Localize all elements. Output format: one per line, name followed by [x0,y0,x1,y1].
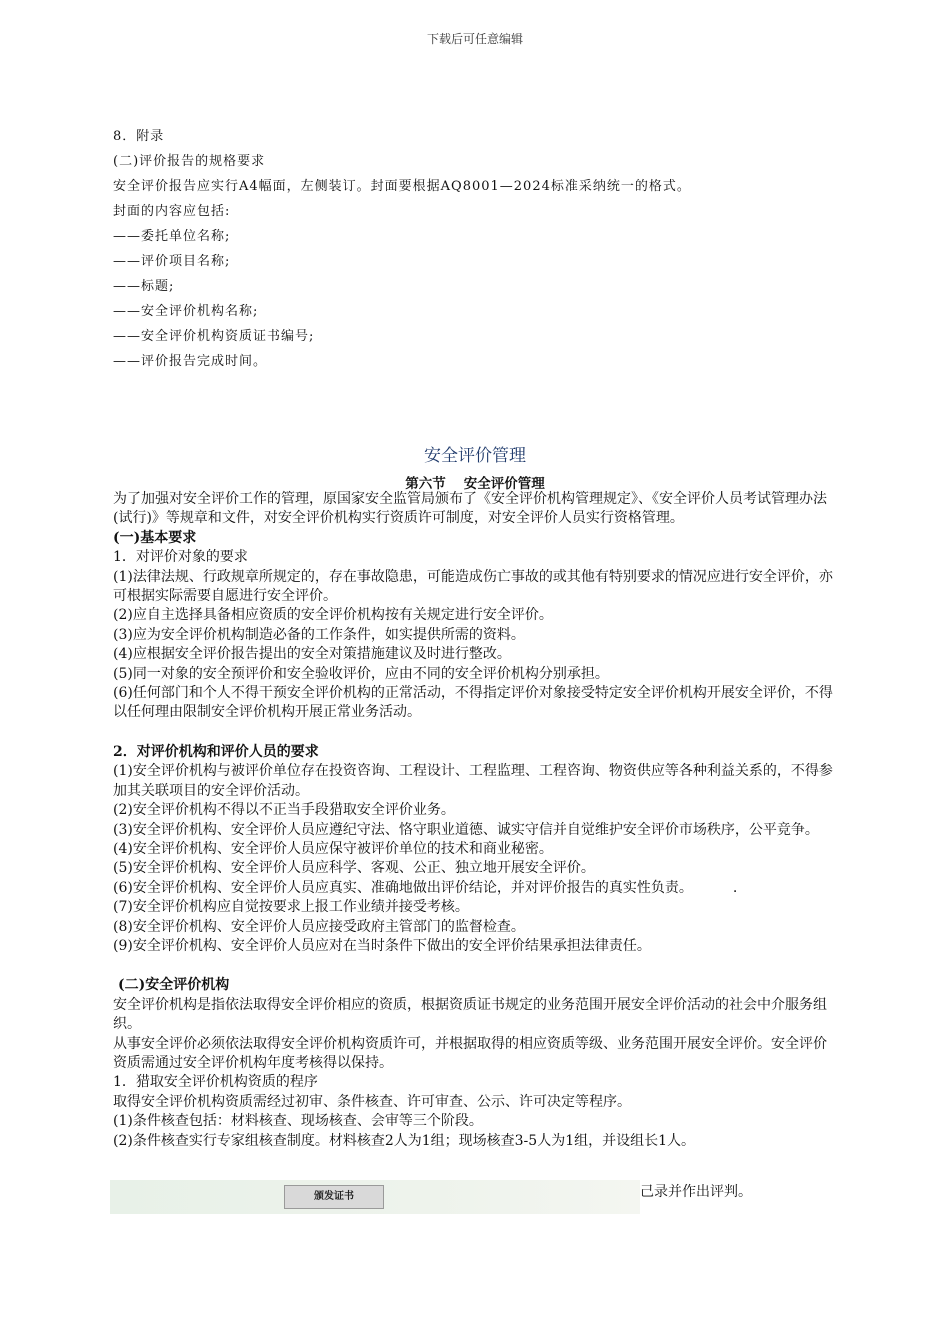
partial-text-line: 己录并作出评判。 [640,1184,752,1200]
page-title: 安全评价管理 [424,446,526,466]
paragraph: 取得安全评价机构资质需经过初审、条件核查、许可审查、公示、许可决定等程序。 [113,1093,631,1110]
list-item: (9)安全评价机构、安全评价人员应对在当时条件下做出的安全评价结果承担法律责任。 [113,937,651,954]
list-item: (2)安全评价机构不得以不正当手段猎取安全评价业务。 [113,802,455,819]
section-name: 安全评价管理 [463,476,545,492]
text-line: (二)评价报告的规格要求 [113,154,266,169]
stray-mark: . [732,879,738,896]
list-item: (1)条件核查包括：材料核查、现场核查、会审等三个阶段。 [113,1113,483,1130]
text-line: ——标题; [113,279,175,294]
list-item: (8)安全评价机构、安全评价人员应接受政府主管部门的监督检查。 [113,918,525,935]
list-item-text: (6)安全评价机构、安全评价人员应真实、准确地做出评价结论，并对评价报告的真实性负责。 [113,879,693,896]
list-item: (5)安全评价机构、安全评价人员应科学、客观、公正、独立地开展安全评价。 [113,860,595,877]
list-item: (4)安全评价机构、安全评价人员应保守被评价单位的技术和商业秘密。 [113,840,553,857]
section-title [0,472,950,492]
list-item: (4)应根据安全评价报告提出的安全对策措施建议及时进行整改。 [113,646,511,663]
intro-paragraph: 为了加强对安全评价工作的管理，原国家安全监管局颁布了《安全评价机构管理规定》、《安全评价人员考试管理办法(试行)》等规章和文件，对安全评价机构实行资质许可制度，对安全评价人员实行资格管理。 [113,491,827,527]
part1-heading: (一)基本要求 [113,529,197,546]
paragraph: 安全评价机构是指依法取得安全评价相应的资质，根据资质证书规定的业务范围开展安全评价活动的社会中介服务组织。 [113,996,827,1033]
page-header: 下载后可任意编辑 [426,32,523,46]
embedded-image-strip [110,1180,640,1214]
part2-heading: (二)安全评价机构 [118,977,230,994]
list-item: (1)法律法规、行政规章所规定的，存在事故隐患，可能造成伤亡事故的或其他有特别要求的情况应进行安全评价，亦可根据实际需要自愿进行安全评价。 [113,568,833,605]
section-number: 第六节 [405,476,446,492]
list-item: (2)条件核查实行专家组核查制度。材料核查2人为1组；现场核查3-5人为1组，并设组长1人。 [113,1132,696,1149]
text-line: 8．附录 [113,129,165,144]
list-item: (1)安全评价机构与被评价单位存在投资咨询、工程设计、工程监理、工程咨询、物资供应等各种利益关系的，不得参加其关联项目的安全评价活动。 [113,763,833,799]
sub-heading: 1．猎取安全评价机构资质的程序 [113,1074,318,1091]
list-item: (7)安全评价机构应自觉按要求上报工作业绩并接受考核。 [113,899,469,916]
list-item: (5)同一对象的安全预评价和安全验收评价，应由不同的安全评价机构分别承担。 [113,665,609,682]
sub2-heading: 2．对评价机构和评价人员的要求 [113,743,319,760]
text-line: 封面的内容应包括: [113,204,231,219]
text-line: ——委托单位名称; [113,229,231,244]
text-line: ——安全评价机构名称; [113,304,259,319]
list-item: (6)任何部门和个人不得干预安全评价机构的正常活动，不得指定评价对象接受特定安全评价机构开展安全评价，不得以任何理由限制安全评价机构开展正常业务活动。 [113,685,833,721]
list-item: (3)应为安全评价机构制造必备的工作条件，如实提供所需的资料。 [113,626,525,643]
list-item: (2)应自主选择具备相应资质的安全评价机构按有关规定进行安全评价。 [113,607,553,624]
list-item [113,879,839,898]
text-line: ——安全评价机构资质证书编号; [113,329,315,344]
issue-certificate-label: 颁发证书 [284,1185,384,1209]
text-line: 安全评价报告应实行A4幅面，左侧装订。封面要根据AQ8001—2024标准采纳统一的格式。 [113,179,691,194]
document-body [113,490,839,1151]
sub1-heading: 1．对评价对象的要求 [113,549,248,566]
list-item: (3)安全评价机构、安全评价人员应遵纪守法、恪守职业道德、诚实守信并自觉维护安全评价市场秩序，公平竞争。 [113,821,819,838]
text-line: ——评价报告完成时间。 [113,354,268,369]
report-spec-block [113,124,853,374]
text-line: ——评价项目名称; [113,254,231,269]
paragraph: 从事安全评价必须依法取得安全评价机构资质许可，并根据取得的相应资质等级、业务范围开展安全评价。安全评价资质需通过安全评价机构年度考核得以保持。 [113,1035,827,1071]
